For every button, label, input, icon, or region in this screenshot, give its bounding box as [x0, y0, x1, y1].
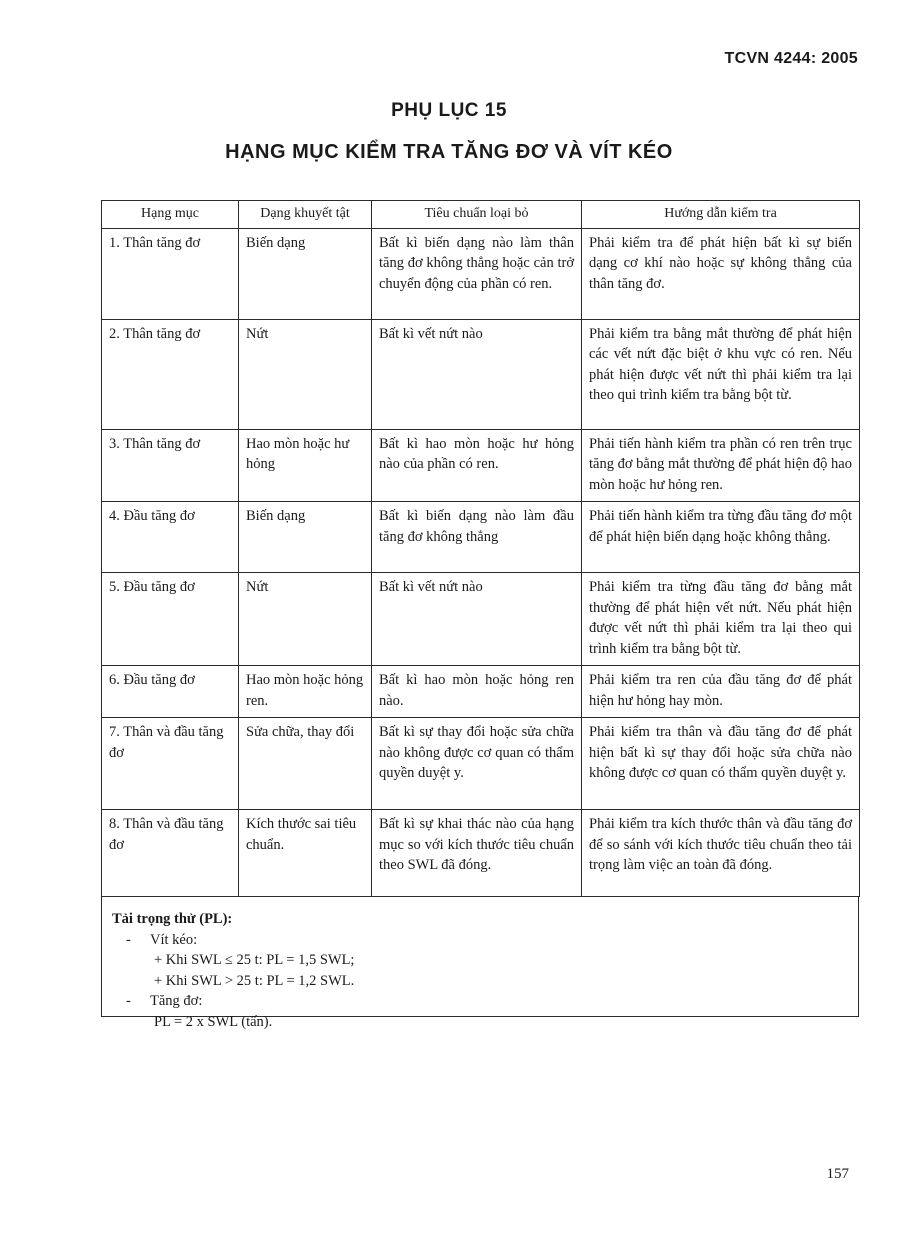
cell-criteria: Bất kì sự khai thác nào của hạng mục so với kích thước tiêu chuẩn theo SWL đã đóng.: [372, 810, 582, 897]
list-dash: -: [126, 931, 131, 948]
cell-guide: Phải tiến hành kiểm tra từng đầu tăng đơ một để phát hiện biến dạng hoặc không thẳng.: [582, 502, 860, 573]
screw-line-2: + Khi SWL > 25 t: PL = 1,2 SWL.: [154, 972, 355, 989]
cell-criteria: Bất kì vết nứt nào: [372, 319, 582, 429]
cell-defect: Sửa chữa, thay đổi: [239, 718, 372, 810]
cell-guide: Phải kiểm tra từng đầu tăng đơ bằng mắt thường để phát hiện vết nứt. Nếu phát hiện được vết nứt thì phải kiểm tra lại theo qui trình kiểm tra bằng bột từ.: [582, 573, 860, 666]
cell-criteria: Bất kì biến dạng nào làm thân tăng đơ không thẳng hoặc cản trở chuyển động của phần có ren.: [372, 228, 582, 319]
cell-criteria: Bất kì sự thay đổi hoặc sửa chữa nào không được cơ quan có thẩm quyền duyệt y.: [372, 718, 582, 810]
cell-guide: Phải kiểm tra kích thước thân và đầu tăng đơ để so sánh với kích thước tiêu chuẩn theo tải trọng làm việc an toàn đã đóng.: [582, 810, 860, 897]
cell-item: 5. Đầu tăng đơ: [102, 573, 239, 666]
table-row: [102, 718, 860, 810]
cell-guide: Phải tiến hành kiểm tra phần có ren trên trục tăng đơ bằng mắt thường để phát hiện độ hao mòn hoặc hư hỏng ren.: [582, 429, 860, 502]
notes-turnbuckle-row: [112, 991, 848, 1012]
table-row: [102, 429, 860, 502]
table-row: [102, 319, 860, 429]
standard-code: TCVN 4244: 2005: [724, 50, 858, 67]
inspection-table: [101, 200, 860, 897]
cell-item: 2. Thân tăng đơ: [102, 319, 239, 429]
column-header-defect: Dạng khuyết tật: [239, 201, 372, 229]
screw-line-1: + Khi SWL ≤ 25 t: PL = 1,5 SWL;: [154, 952, 355, 968]
cell-item: 4. Đầu tăng đơ: [102, 502, 239, 573]
table-row: [102, 502, 860, 573]
cell-defect: Biến dạng: [239, 502, 372, 573]
column-header-guide: Hướng dẫn kiểm tra: [582, 201, 860, 229]
page-title: HẠNG MỤC KIỂM TRA TĂNG ĐƠ VÀ VÍT KÉO: [225, 141, 673, 163]
column-header-criteria: Tiêu chuẩn loại bỏ: [372, 201, 582, 229]
cell-defect: Nứt: [239, 319, 372, 429]
column-header-item: Hạng mục: [102, 201, 239, 229]
cell-defect: Kích thước sai tiêu chuẩn.: [239, 810, 372, 897]
cell-defect: Hao mòn hoặc hỏng ren.: [239, 666, 372, 718]
cell-defect: Hao mòn hoặc hư hỏng: [239, 429, 372, 502]
notes-screw-row: [112, 930, 848, 951]
table-row: [102, 666, 860, 718]
list-dash: -: [126, 993, 131, 1009]
table-row: [102, 573, 860, 666]
cell-item: 6. Đầu tăng đơ: [102, 666, 239, 718]
cell-criteria: Bất kì vết nứt nào: [372, 573, 582, 666]
cell-item: 8. Thân và đầu tăng đơ: [102, 810, 239, 897]
cell-criteria: Bất kì hao mòn hoặc hư hỏng nào của phần có ren.: [372, 429, 582, 502]
table-row: [102, 228, 860, 319]
cell-guide: Phải kiểm tra ren của đầu tăng đơ để phát hiện hư hỏng hay mòn.: [582, 666, 860, 718]
turnbuckle-label: Tăng đơ:: [150, 993, 203, 1009]
cell-item: 7. Thân và đầu tăng đơ: [102, 718, 239, 810]
test-load-notes: [101, 897, 859, 1030]
notes-title: Tải trọng thử (PL):: [112, 911, 233, 927]
table-header-row: [102, 201, 860, 229]
cell-criteria: Bất kì hao mòn hoặc hỏng ren nào.: [372, 666, 582, 718]
table-row: [102, 810, 860, 897]
cell-criteria: Bất kì biến dạng nào làm đầu tăng đơ không thẳng: [372, 502, 582, 573]
cell-defect: Nứt: [239, 573, 372, 666]
inspection-table-container: [101, 200, 859, 1030]
cell-guide: Phải kiểm tra thân và đầu tăng đơ để phát hiện bất kì sự thay đổi hoặc sửa chữa nào không được cơ quan có thẩm quyền duyệt y.: [582, 718, 860, 810]
cell-item: 3. Thân tăng đơ: [102, 429, 239, 502]
cell-item: 1. Thân tăng đơ: [102, 228, 239, 319]
cell-guide: Phải kiểm tra bằng mắt thường để phát hiện các vết nứt đặc biệt ở khu vực có ren. Nếu phát hiện được vết nứt thì phải kiểm tra lại theo qui trình kiểm tra bằng bột từ.: [582, 319, 860, 429]
cell-defect: Biến dạng: [239, 228, 372, 319]
cell-guide: Phải kiểm tra để phát hiện bất kì sự biến dạng cơ khí nào hoặc sự không thẳng của thân tăng đơ.: [582, 228, 860, 319]
appendix-title: PHỤ LỤC 15: [391, 100, 507, 121]
screw-label: Vít kéo:: [150, 931, 198, 948]
turnbuckle-line: PL = 2 x SWL (tấn).: [154, 1013, 273, 1030]
page-number: 157: [826, 1166, 849, 1182]
